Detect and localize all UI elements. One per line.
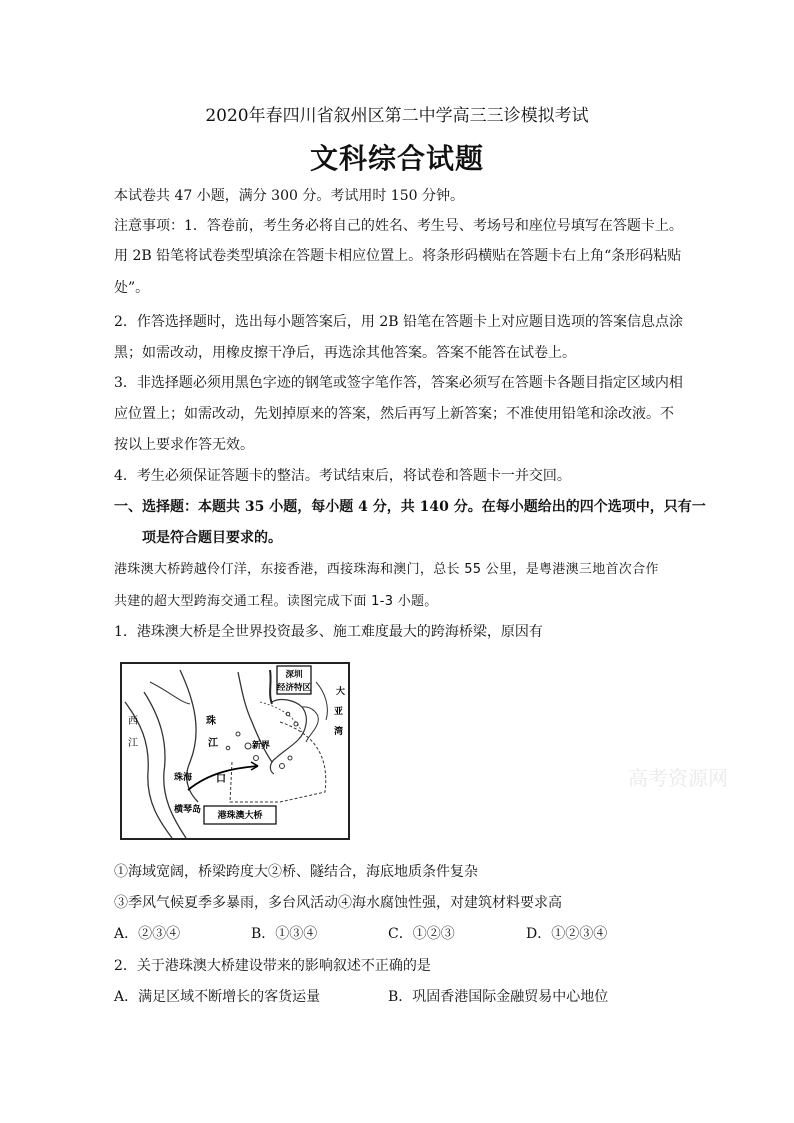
question-1-statements-a: ①海域宽阔，桥梁跨度大②桥、隧结合，海底地质条件复杂 — [114, 864, 478, 880]
note-3-line-2: 应位置上；如需改动，先划掉原来的答案，然后再写上新答案；不准使用铅笔和涂改液。不 — [114, 406, 674, 422]
question-2-option-b: B．巩固香港国际金融贸易中心地位 — [388, 989, 609, 1005]
question-2-option-a: A．满足区域不断增长的客货运量 — [114, 989, 321, 1005]
map-label-kou: 口 — [216, 774, 226, 785]
question-1-option-b: B．①③④ — [251, 926, 318, 942]
question-2-stem: 2．关于港珠澳大桥建设带来的影响叙述不正确的是 — [114, 958, 431, 974]
question-1-option-a: A．②③④ — [114, 926, 181, 942]
question-1-option-c: C．①②③ — [388, 926, 455, 942]
note-1-line-1: 注意事项：1．答卷前，考生务必将自己的姓名、考生号、考场号和座位号填写在答题卡上。 — [114, 218, 683, 234]
map-label-zhuhai: 珠海 — [174, 773, 193, 783]
question-1-option-d: D．①②③④ — [526, 926, 608, 942]
map-label-da: 大 — [336, 687, 346, 697]
passage-line-2: 共建的超大型跨海交通工程。读图完成下面 1-3 小题。 — [114, 594, 438, 609]
map-label-jiang2: 江 — [208, 738, 218, 749]
map-label-hengqin: 横琴岛 — [174, 805, 202, 815]
map-label-xinjie: 新界 — [252, 741, 271, 751]
map-label-sez: 经济特区 — [276, 683, 312, 693]
question-1-stem: 1．港珠澳大桥是全世界投资最多、施工难度最大的跨海桥梁，原因有 — [114, 624, 543, 640]
note-2-line-2: 黑；如需改动，用橡皮擦干净后，再选涂其他答案。答案不能答在试卷上。 — [114, 345, 576, 361]
map-label-bridge: 港珠澳大桥 — [217, 811, 263, 821]
map-label-xi: 西 — [128, 716, 138, 727]
note-1-line-3: 处”。 — [114, 280, 150, 296]
map-label-shenzhen: 深圳 — [285, 670, 303, 680]
question-1-statements-b: ③季风气候夏季多暴雨，多台风活动④海水腐蚀性强，对建筑材料要求高 — [114, 895, 562, 911]
passage-line-1: 港珠澳大桥跨越伶仃洋，东接香港，西接珠海和澳门，总长 55 公里，是粤港澳三地首次合作 — [114, 562, 659, 577]
exam-subtitle: 2020年春四川省叙州区第二中学高三三诊模拟考试 — [205, 106, 589, 126]
note-3-line-1: 3．非选择题必须用黑色字迹的钢笔或签字笔作答，答案必须写在答题卡各题目指定区域内相 — [114, 375, 683, 391]
section-header-line-2: 项是符合题目要求的。 — [142, 530, 282, 546]
map-label-zhu: 珠 — [206, 716, 216, 727]
map-label-ya: 亚 — [334, 707, 344, 717]
note-2-line-1: 2．作答选择题时，选出每小题答案后，用 2B 铅笔在答题卡上对应题目选项的答案信息点涂 — [114, 314, 684, 330]
exam-info: 本试卷共 47 小题，满分 300 分。考试用时 150 分钟。 — [114, 188, 464, 204]
note-1-line-2: 用 2B 铅笔将试卷类型填涂在答题卡相应位置上。将条形码横贴在答题卡右上角“条形码粘贴 — [114, 248, 682, 264]
map-label-wan: 湾 — [334, 727, 344, 737]
note-3-line-3: 按以上要求作答无效。 — [114, 437, 254, 453]
note-4: 4．考生必须保证答题卡的整洁。考试结束后，将试卷和答题卡一并交回。 — [114, 468, 571, 484]
watermark: 高考资源网 — [628, 766, 728, 790]
map-label-jiang: 江 — [128, 738, 138, 749]
exam-title: 文科综合试题 — [309, 142, 484, 175]
section-header-line-1: 一、选择题：本题共 35 小题，每小题 4 分，共 140 分。在每小题给出的四个选项中，只有一 — [114, 499, 706, 515]
pearl-river-delta-map — [120, 662, 350, 840]
